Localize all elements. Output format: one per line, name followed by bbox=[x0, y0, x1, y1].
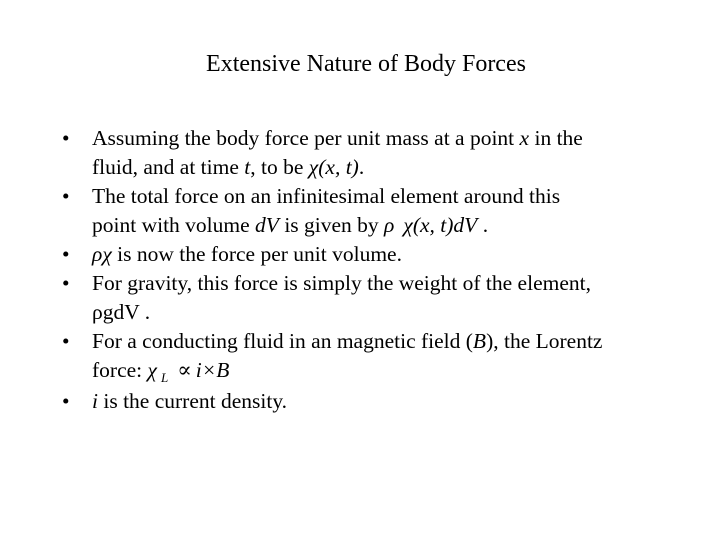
bullet-text: is the current density. bbox=[97, 389, 288, 413]
bullet-text: . bbox=[358, 155, 365, 179]
variable-b: B bbox=[472, 329, 487, 353]
expression-chi: χ(x, t) bbox=[308, 155, 359, 179]
bullet-item-total-force bbox=[58, 182, 690, 240]
bullet-line bbox=[92, 298, 690, 327]
bullet-glyph: • bbox=[62, 271, 70, 295]
bullet-line bbox=[92, 124, 690, 153]
symbol-rho-chi: ρχ bbox=[92, 242, 112, 266]
bullet-glyph: • bbox=[62, 329, 70, 353]
symbol-rho: ρ bbox=[384, 213, 395, 237]
bullet-glyph: • bbox=[62, 242, 70, 266]
bullet-text: . bbox=[139, 300, 151, 324]
symbol-proportional: ∝ bbox=[177, 358, 192, 382]
bullet-text: is now the force per unit volume. bbox=[111, 242, 402, 266]
bullet-text: in the bbox=[529, 126, 583, 150]
bullet-text: Assuming the body force per unit mass at a point bbox=[92, 126, 520, 150]
bullet-line bbox=[92, 211, 690, 240]
bullet-glyph: • bbox=[62, 184, 70, 208]
bullet-text: fluid, and at time bbox=[92, 155, 245, 179]
variable-i: i bbox=[92, 389, 98, 413]
bullet-line bbox=[92, 269, 690, 298]
bullet-glyph: • bbox=[62, 126, 70, 150]
bullet-item-gravity bbox=[58, 269, 690, 327]
variable-x: x bbox=[519, 126, 530, 150]
bullet-text: , to be bbox=[250, 155, 309, 179]
variable-dv: dV bbox=[255, 213, 279, 237]
bullet-text: . bbox=[477, 213, 489, 237]
bullet-text: point with volume bbox=[92, 213, 256, 237]
bullet-line bbox=[92, 327, 690, 356]
bullet-text: ), the Lorentz bbox=[486, 329, 603, 353]
variable-t: t bbox=[244, 155, 251, 179]
bullet-line bbox=[92, 356, 690, 387]
bullet-text: force: bbox=[92, 358, 148, 382]
expression-rho-g-dv: ρgdV bbox=[92, 300, 140, 324]
bullet-line bbox=[92, 182, 690, 211]
bullet-text: The total force on an infinitesimal element around this bbox=[92, 184, 561, 208]
symbol-chi: χ bbox=[147, 358, 157, 382]
bullet-text: For gravity, this force is simply the weight of the element, bbox=[92, 271, 591, 295]
bullet-line bbox=[92, 240, 690, 269]
bullet-text: For a conducting fluid in an magnetic field ( bbox=[92, 329, 473, 353]
bullet-item-force-per-volume bbox=[58, 240, 690, 269]
bullet-item-body-force-per-mass bbox=[58, 124, 690, 182]
bullet-glyph: • bbox=[62, 389, 70, 413]
expression-i-cross-b: i×B bbox=[195, 358, 230, 382]
bullet-item-lorentz-force bbox=[58, 327, 690, 387]
slide-title: Extensive Nature of Body Forces bbox=[206, 51, 526, 77]
bullet-line bbox=[92, 387, 690, 416]
bullet-text: is given by bbox=[278, 213, 385, 237]
subscript-l: L bbox=[160, 370, 169, 385]
bullet-list bbox=[58, 124, 690, 416]
bullet-line bbox=[92, 153, 690, 182]
expression-chi-dv: χ(x, t)dV bbox=[403, 213, 478, 237]
bullet-item-current-density bbox=[58, 387, 690, 416]
